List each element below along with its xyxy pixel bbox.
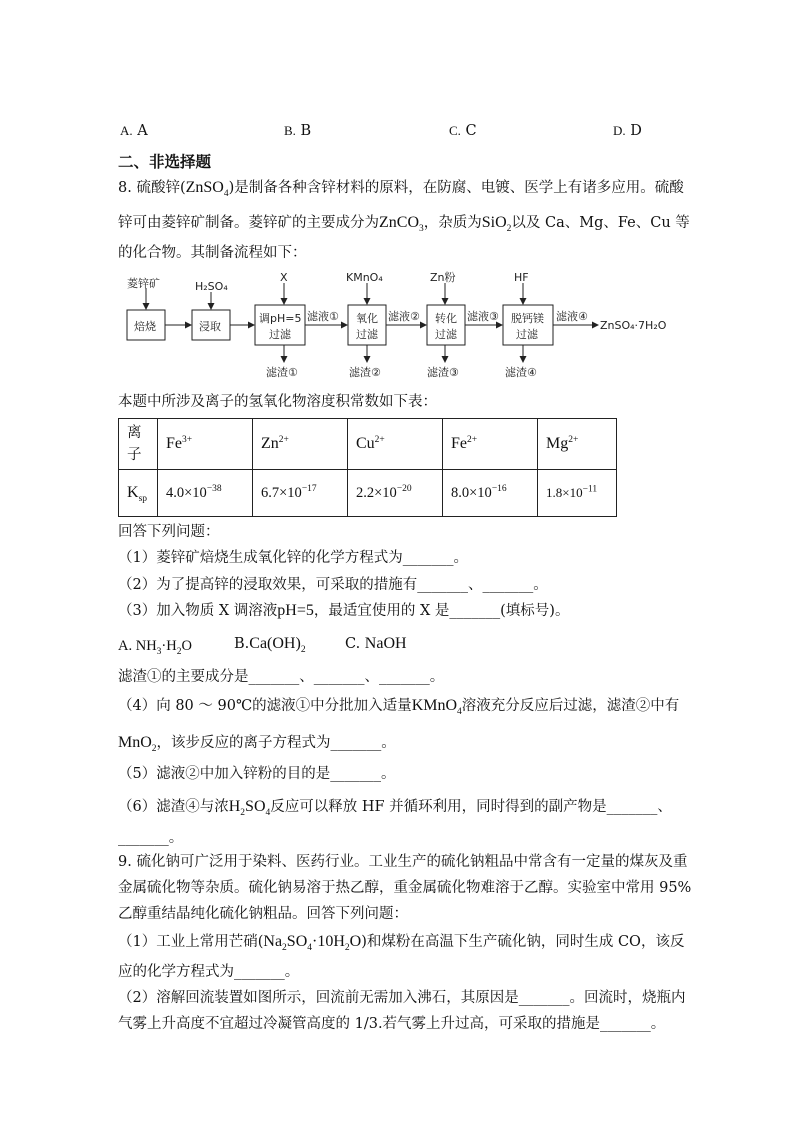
ksp-table [118, 418, 617, 517]
q9-line3: 乙醇重结晶纯化硫化钠粗品。回答下列问题： [118, 906, 408, 922]
section-title: 二、非选择题 [118, 153, 212, 171]
choice-a: A. $NH_3\cdot H_2O$ [118, 638, 192, 657]
answer-intro: 回答下列问题： [118, 524, 220, 540]
flow-reagent-zn: Zn粉 [430, 271, 456, 284]
filtrate-1: 滤液① [307, 310, 339, 323]
q8-part3: （3）加入物质 X 调溶液pH=5，最适宜使用的 X 是_______(填标号)。 [118, 602, 570, 619]
option-b: B. B [284, 123, 312, 139]
flow-reagent-x: X [280, 271, 288, 284]
residue-2: 滤渣② [349, 366, 381, 379]
box-ox-1: 氧化 [356, 312, 378, 325]
q9-part2-line2: 气雾上升高度不宜超过冷凝管高度的 1/3.若气雾上升过高，可采取的措施是_______。 [118, 1016, 666, 1032]
filtrate-2: 滤液② [388, 310, 420, 323]
q9-part1-line2: 应的化学方程式为_______。 [118, 964, 300, 980]
q9-line1: 9. 硫化钠可广泛用于染料、医药行业。工业生产的硫化钠粗品中常含有一定量的煤灰及重 [118, 854, 688, 870]
q8-line1: 8. 硫酸锌(ZnSO$_4$)是制备各种含锌材料的原料，在防腐、电镀、医学上有诸多应用。硫酸 [118, 179, 684, 199]
q8-line2: 锌可由菱锌矿制备。菱锌矿的主要成分为ZnCO$_3$，杂质为SiO$_2$以及 Ca、Mg、Fe、Cu 等 [118, 214, 690, 234]
residue-line: 滤渣①的主要成分是_______、_______、_______。 [118, 669, 445, 685]
q9-part2-line1: （2）溶解回流装置如图所示，回流前无需加入沸石，其原因是_______。回流时，烧瓶内 [118, 990, 686, 1006]
q9-line2: 金属硫化物等杂质。硫化钠易溶于热乙醇，重金属硫化物难溶于乙醇。实验室中常用 95% [118, 880, 692, 896]
box-ca-2: 过滤 [516, 328, 538, 341]
ion-cell: $Fe^{2+}$ [443, 419, 538, 470]
q8-part5: （5）滤液②中加入锌粉的目的是_______。 [118, 766, 396, 782]
flow-reagent-hf: HF [514, 271, 529, 284]
process-flowchart [0, 0, 800, 400]
table-intro: 本题中所涉及离子的氢氧化物溶度积常数如下表： [118, 394, 437, 410]
ion-cell: $Zn^{2+}$ [253, 419, 348, 470]
choice-b: $B.Ca(OH)_2$ [234, 635, 306, 655]
ksp-value: $8.0\times 10^{-16}$ [443, 470, 538, 517]
ksp-value: $4.0\times 10^{-38}$ [158, 470, 253, 517]
q9-part1-line1: （1）工业上常用芒硝$(Na_2SO_4\cdot 10H_2O)$和煤粉在高温下生产硫化钠，同时生成 CO，该反 [118, 933, 685, 953]
ksp-value: $1.8\times 10^{-11}$ [538, 470, 617, 517]
q8-part4-line1: （4）向 80 ～ 90℃的滤液①中分批加入适量KMnO$_4$溶液充分反应后过滤，滤渣②中有 [118, 697, 680, 717]
q8-part6-line2: _______。 [118, 830, 184, 846]
q8-part6-line1: （6）滤渣④与浓$H_2SO_4$反应可以释放 HF 并循环利用，同时得到的副产物是_______、 [118, 798, 672, 818]
flow-product: ZnSO₄·7H₂O [600, 319, 667, 332]
option-d: D. D [613, 123, 642, 139]
box-ox-2: 过滤 [356, 328, 378, 341]
residue-3: 滤渣③ [427, 366, 459, 379]
box-ca-1: 脱钙镁 [511, 312, 544, 325]
option-a: A. A [120, 123, 148, 139]
filtrate-3: 滤液③ [467, 310, 499, 323]
box-conv-2: 过滤 [435, 328, 457, 341]
box-ph-2: 过滤 [269, 328, 291, 341]
ksp-value: $6.7\times 10^{-17}$ [253, 470, 348, 517]
q8-part1: （1）菱锌矿焙烧生成氧化锌的化学方程式为_______。 [118, 550, 468, 566]
box-roast: 焙烧 [134, 320, 156, 333]
box-ph-1: 调pH=5 [259, 312, 302, 325]
q8-part4-line2: MnO$_2$，该步反应的离子方程式为_______。 [118, 734, 396, 754]
ion-cell: $Fe^{3+}$ [158, 419, 253, 470]
ksp-label: $K_{sp}$ [119, 470, 158, 517]
choice-c: C. NaOH [345, 635, 407, 652]
flow-reagent-kmno4: KMnO₄ [346, 271, 383, 284]
residue-1: 滤渣① [266, 366, 298, 379]
q8-line3: 的化合物。其制备流程如下： [118, 245, 307, 261]
box-leach: 浸取 [199, 320, 221, 333]
flow-start: 菱锌矿 [127, 277, 160, 290]
box-conv-1: 转化 [435, 312, 457, 325]
flow-reagent-acid: H₂SO₄ [195, 280, 228, 293]
ion-cell: $Cu^{2+}$ [348, 419, 443, 470]
table-header-ion: 离 子 [119, 419, 158, 470]
ksp-value: $2.2\times 10^{-20}$ [348, 470, 443, 517]
option-c: C. C [449, 123, 477, 139]
residue-4: 滤渣④ [505, 366, 537, 379]
ion-cell: $Mg^{2+}$ [538, 419, 617, 470]
q8-part2: （2）为了提高锌的浸取效果，可采取的措施有_______、_______。 [118, 577, 548, 593]
filtrate-4: 滤液④ [556, 310, 588, 323]
